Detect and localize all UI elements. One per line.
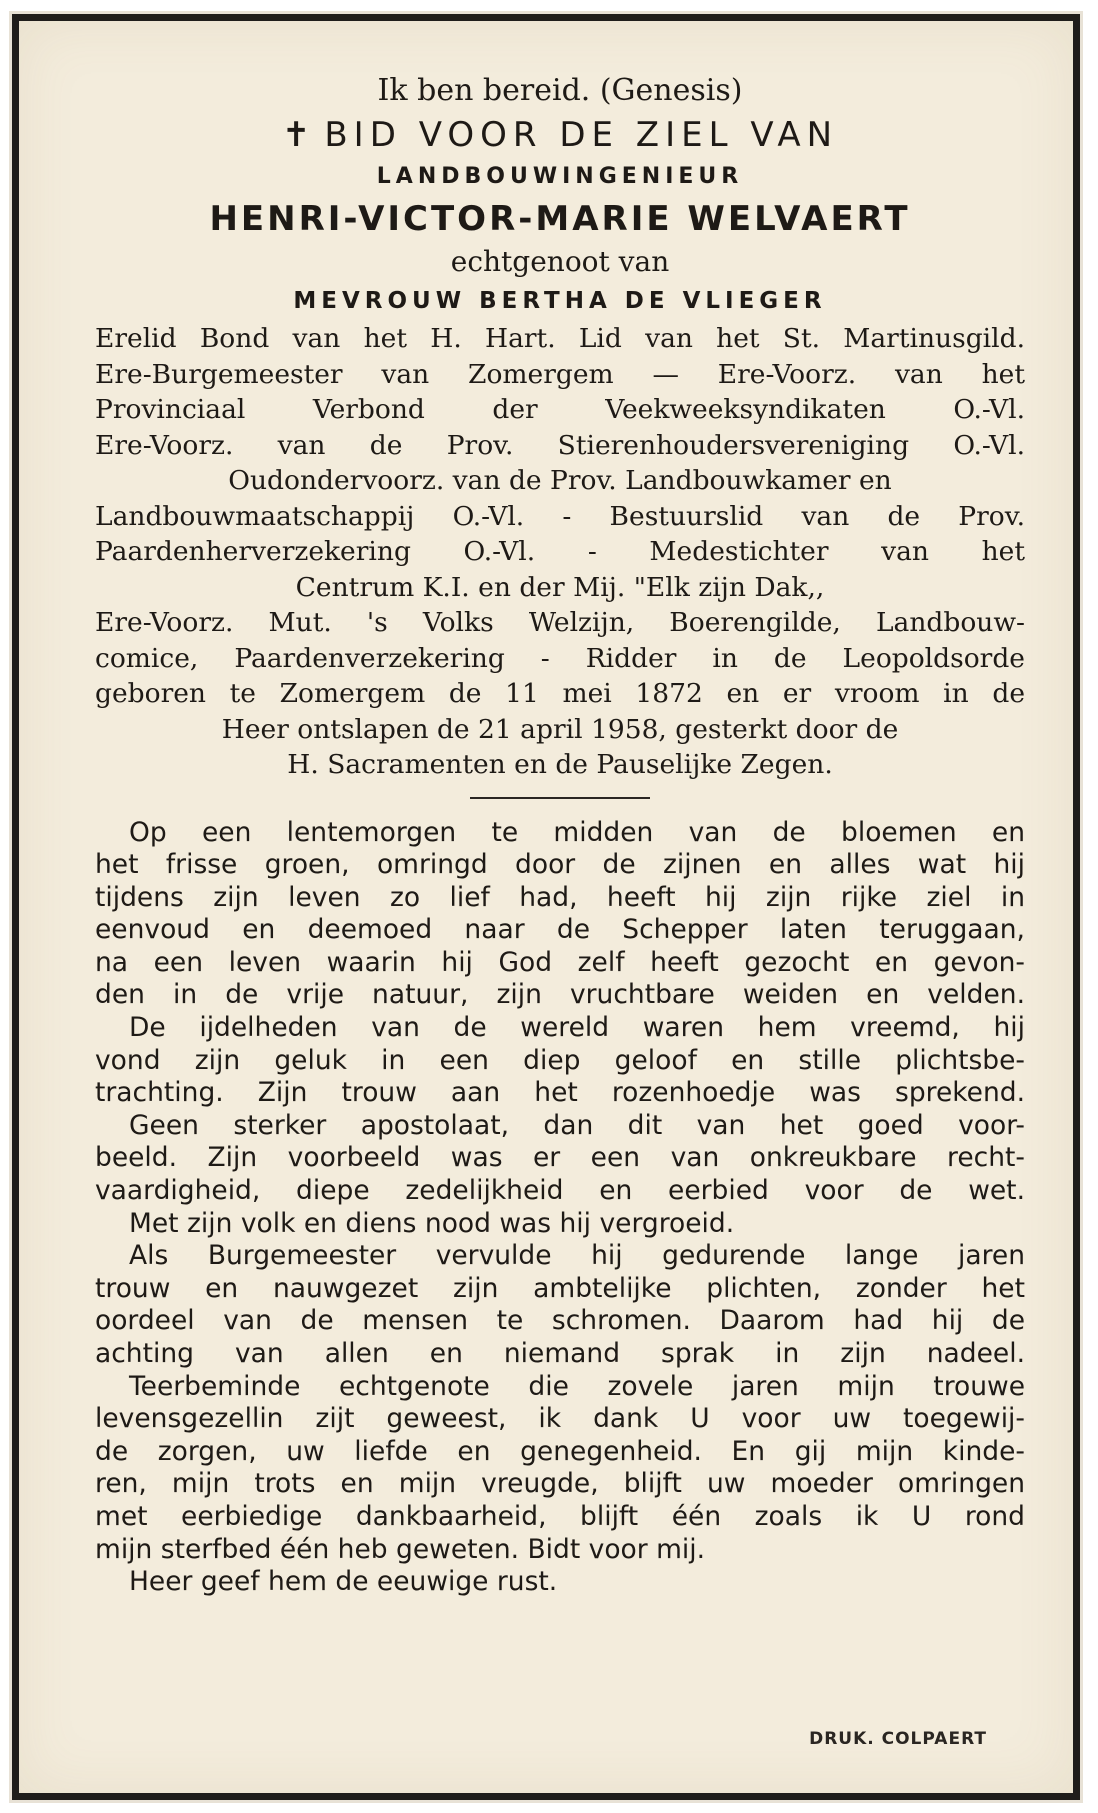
body-line: ren, mijn trots en mijn vreugde, blijft uw moeder omringen: [95, 1468, 1025, 1500]
body-line: het frisse groen, omringd door de zijnen en alles wat hij: [95, 849, 1025, 881]
title-line: H. Sacramenten en de Pauselijke Zegen.: [287, 749, 833, 780]
deceased-name: HENRI-VICTOR-MARIE WELVAERT: [209, 199, 911, 239]
prayer-text: BID VOOR DE ZIEL VAN: [324, 115, 839, 155]
body-line: Met zijn volk en diens nood was hij vergroeid.: [129, 1207, 735, 1239]
memorial-card: [12, 14, 1080, 1800]
body-line: vaardigheid, diepe zedelijkheid en eerbied voor de wet.: [95, 1175, 1025, 1207]
title-line: Erelid Bond van het H. Hart. Lid van het St. Martinusgild.: [95, 323, 1025, 354]
title-line: Heer ontslapen de 21 april 1958, gesterkt door de: [221, 713, 899, 745]
body-line: De ijdelheden van de wereld waren hem vreemd, hij: [129, 1012, 1025, 1044]
profession: LANDBOUWINGENIEUR: [376, 164, 744, 189]
title-line: Ere-Voorz. Mut. 's Volks Welzijn, Boerengilde, Landbouw-: [95, 607, 1025, 638]
title-line: Paardenherverzekering O.-Vl. - Medestichter van het: [95, 536, 1025, 567]
cross-icon: ✝: [281, 115, 311, 155]
body-line: tijdens zijn leven zo lief had, heeft hij zijn rijke ziel in: [95, 881, 1025, 913]
body-line: met eerbiedige dankbaarheid, blijft één zoals ik U rond: [95, 1500, 1025, 1532]
divider: [470, 797, 650, 799]
title-line: Oudondervoorz. van de Prov. Landbouwkamer en: [228, 465, 892, 496]
spouse-name: MEVROUW BERTHA DE VLIEGER: [293, 288, 827, 314]
title-line: Ere-Burgemeester van Zomergem — Ere-Voorz. van het: [95, 358, 1025, 390]
titles-block: [95, 321, 1025, 783]
eulogy-text: [95, 817, 1025, 1599]
body-line: oordeel van de mensen te schromen. Daarom had hij de: [95, 1305, 1025, 1337]
body-line: mijn sterfbed één heb geweten. Bidt voor mij.: [95, 1533, 706, 1565]
closing-prayer: Heer geef hem de eeuwige rust.: [129, 1566, 558, 1598]
title-line: Provinciaal Verbond der Veekweeksyndikaten O.-Vl.: [95, 394, 1025, 425]
body-line: Geen sterker apostolaat, dan dit van het goed voor-: [129, 1109, 1025, 1141]
motto: Ik ben bereid. (Genesis): [377, 73, 743, 108]
card-content: [95, 71, 1025, 1599]
body-line: na een leven waarin hij God zelf heeft gezocht en gevon-: [95, 946, 1025, 978]
body-line: levensgezellin zijt geweest, ik dank U voor uw toegewij-: [95, 1403, 1025, 1435]
title-line: comice, Paardenverzekering - Ridder in de Leopoldsorde: [95, 642, 1025, 674]
body-line: vond zijn geluk in een diep geloof en stille plichtsbe-: [95, 1044, 1025, 1076]
spouse-intro: echtgenoot van: [450, 245, 670, 278]
body-line: de zorgen, uw liefde en genegenheid. En gij mijn kinde-: [95, 1435, 1025, 1467]
title-line: Landbouwmaatschappij O.-Vl. - Bestuurslid van de Prov.: [95, 500, 1025, 532]
prayer-heading: [95, 111, 1025, 159]
title-line: geboren te Zomergem de 11 mei 1872 en er vroom in de: [95, 678, 1025, 709]
body-line: eenvoud en deemoed naar de Schepper laten teruggaan,: [95, 914, 1025, 946]
body-line: Als Burgemeester vervulde hij gedurende lange jaren: [129, 1240, 1025, 1272]
title-line: Ere-Voorz. van de Prov. Stierenhoudersvereniging O.-Vl.: [95, 429, 1025, 461]
printer-imprint: DRUK. COLPAERT: [809, 1729, 987, 1749]
body-line: achting van allen en niemand sprak in zijn nadeel.: [95, 1338, 1025, 1369]
body-line: trachting. Zijn trouw aan het rozenhoedje was sprekend.: [95, 1077, 1025, 1109]
title-line: Centrum K.I. en der Mij. "Elk zijn Dak,,: [295, 571, 825, 603]
body-line: Teerbeminde echtgenote die zovele jaren mijn trouwe: [129, 1370, 1025, 1402]
body-line: beeld. Zijn voorbeeld was er een van onkreukbare recht-: [95, 1142, 1025, 1174]
body-line: trouw en nauwgezet zijn ambtelijke plichten, zonder het: [95, 1272, 1025, 1304]
body-line: Op een lentemorgen te midden van de bloemen en: [129, 816, 1025, 848]
body-line: den in de vrije natuur, zijn vruchtbare weiden en velden.: [95, 979, 1025, 1011]
